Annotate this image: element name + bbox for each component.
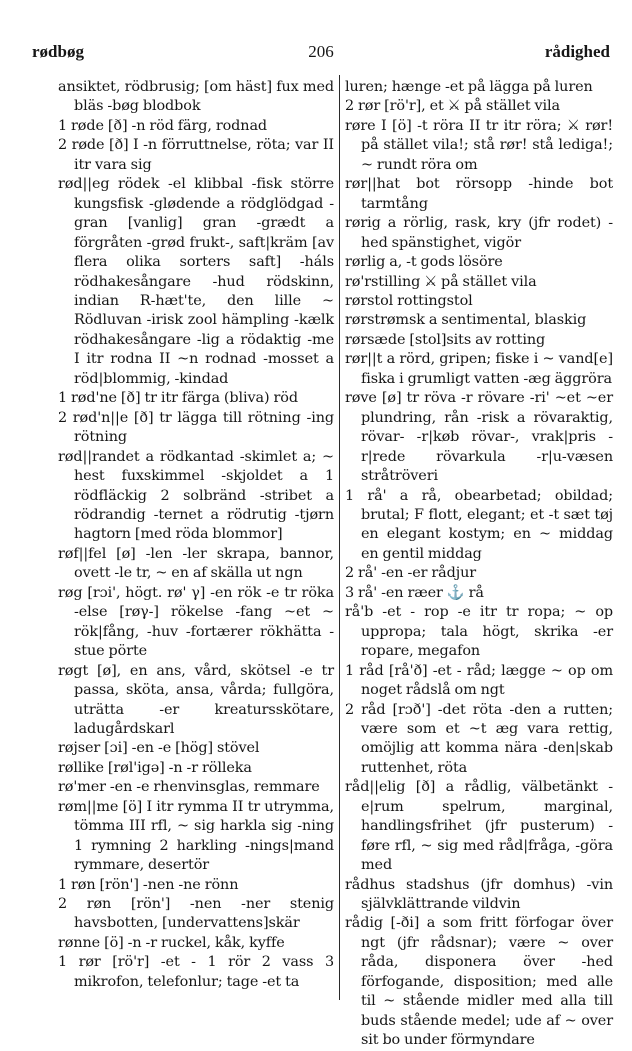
dictionary-entry: rør||t a rörd, gripen; fiske i ~ vand[e] fiska i grumligt vatten -æg äggröra: [345, 351, 613, 387]
dictionary-entry: røjser [ɔi] -en -e [hög] stövel: [58, 740, 260, 757]
dictionary-entry: 1 råd [rå'ð] -et - råd; lægge ~ op om noget rådslå om ngt: [345, 662, 613, 699]
dictionary-entry: råd||elig [ð] a rådlig, välbetänkt -e|rum spelrum, marginal, handlingsfrihet (jfr pusterum) -føre rfl, ~ sig med råd|fråga, -göra med: [345, 779, 613, 874]
dictionary-entry: rå'b -et - rop -e itr tr ropa; ~ op uppropa; tala högt, skrika -er ropare, megafon: [345, 604, 613, 660]
dictionary-entry: 1 rød'ne [ð] tr itr färga (bliva) röd: [58, 390, 298, 407]
column-divider: [339, 75, 340, 1000]
dictionary-entry: rø'rstilling ⚔ på stället vila: [345, 273, 537, 290]
dictionary-entry: luren; hænge -et på lägga på luren: [345, 79, 593, 95]
dictionary-entry: 2 røn [rön'] -nen -ner stenig havsbotten, [undervattens]skär: [58, 896, 334, 932]
dictionary-entry: rørstrømsk a sentimental, blaskig: [345, 312, 587, 329]
dictionary-entry: rø'mer -en -e rhenvinsglas, remmare: [58, 779, 320, 796]
dictionary-entry: røg [rɔi', högt. rø' γ] -en rök -e tr röka -else [røγ-] rökelse -fang ~et ~ rök|fång, -huv -fortærer rökhätta -stue pörte: [58, 584, 334, 660]
dictionary-entry: 3 rå' -en ræer ⚓ rå: [345, 584, 484, 601]
dictionary-entry: ansiktet, rödbrusig; [om häst] fux med bläs -bøg blodbok: [58, 79, 334, 115]
dictionary-entry: rørsæde [stol]sits av rotting: [345, 331, 546, 348]
dictionary-entry: rød||eg rödek -el klibbal -fisk större kungsfisk -glødende a rödglödgad -gran [vanlig] gran -grædt a förgråten -grød frukt-, saft|kräm [av flera olika sorters saft] -háls rödhakesångare -hud rödskinn, indian R-hæt'te, den lille ~ Rödluvan -irisk zool hämpling -kælk rödhakesångare -lig a rödaktig -me I itr rodna II ~n rodnad -mosset a röd|blommig, -kindad: [58, 176, 334, 387]
dictionary-entry: 2 rør [rö'r], et ⚔ på stället vila: [345, 98, 561, 115]
dictionary-entry: 2 rød'n||e [ð] tr lägga till rötning -ing rötning: [58, 409, 334, 446]
dictionary-entry: 2 røde [ð] I -n förruttnelse, röta; var II itr vara sig: [58, 137, 334, 173]
dictionary-entry: røm||me [ö] I itr rymma II tr utrymma, tömma III rfl, ~ sig harkla sig -ning 1 rymning 2 harkling -nings|mand rymmare, desertör: [58, 798, 334, 874]
dictionary-entry: røre I [ö] -t röra II tr itr röra; ⚔ rør! på stället vila!; stå rør! stå lediga!; ~ rundt röra om: [345, 117, 613, 173]
dictionary-entry: rørstol rottingstol: [345, 292, 473, 309]
left-running-headword: rødbøg: [32, 42, 84, 61]
dictionary-entry: røve [ø] tr röva -r rövare -ri' ~et ~er plundring, rån -risk a rövaraktig, rövar- -r|køb rövar-, vrak|pris -r|rede rövarkula -r|u-væsen stråtröveri: [345, 390, 613, 485]
dictionary-entry: rønne [ö] -n -r ruckel, kåk, kyffe: [58, 934, 285, 951]
dictionary-entry: 1 rå' a rå, obearbetad; obildad; brutal; F flott, elegant; et -t sæt tøj en elegant kostym; en ~ middag en gentil middag: [345, 487, 613, 562]
page-header: [32, 42, 610, 68]
left-column: [58, 78, 334, 1008]
dictionary-entry: rådig [-ði] a som fritt förfogar över ngt (jfr rådsnar); være ~ over råda, disponera över -hed förfogande, disposition; med alle til ~ stående midler med alla till buds stående medel; ude af ~ over sit bo under förmyndare: [345, 915, 613, 1049]
dictionary-entry: rørig a rörlig, rask, kry (jfr rodet) -hed spänstighet, vigör: [345, 215, 613, 251]
dictionary-entry: rådhus stadshus (jfr domhus) -vin självklättrande vildvin: [345, 876, 613, 913]
dictionary-entry: 2 rå' -en -er rådjur: [345, 565, 477, 582]
dictionary-entry: rør||hat bot rörsopp -hinde bot tarmtång: [345, 176, 613, 212]
dictionary-entry: 1 røde [ð] -n röd färg, rodnad: [58, 117, 268, 134]
dictionary-entry: røgt [ø], en ans, vård, skötsel -e tr passa, sköta, ansa, vårda; fullgöra, uträtta -er kreatursskötare, ladugårdskarl: [58, 662, 334, 737]
page-number: 206: [308, 42, 334, 61]
dictionary-entry: 1 røn [rön'] -nen -ne rönn: [58, 876, 239, 893]
right-running-headword: rådighed: [544, 42, 610, 61]
dictionary-entry: rørlig a, -t gods lösöre: [345, 254, 503, 271]
dictionary-entry: 1 rør [rö'r] -et - 1 rör 2 vass 3 mikrofon, telefonlur; tage -et ta: [58, 954, 334, 990]
dictionary-entry: rød||randet a rödkantad -skimlet a; ~ hest fuxskimmel -skjoldet a 1 rödfläckig 2 solbränd -stribet a rödrandig -ternet a rödrutig -tjørn hagtorn [med röda blommor]: [58, 448, 334, 543]
right-column: [345, 78, 613, 1049]
dictionary-entry: røf||fel [ø] -len -ler skrapa, bannor, ovett -le tr, ~ en af skälla ut ngn: [58, 545, 334, 582]
dictionary-entry: røllike [røl'igə] -n -r rölleka: [58, 759, 252, 776]
dictionary-entry: 2 råd [rɔð'] -det röta -den a rutten; være som et ~t æg vara rettig, omöjlig att komma nära -den|skab ruttenhet, röta: [345, 701, 613, 776]
